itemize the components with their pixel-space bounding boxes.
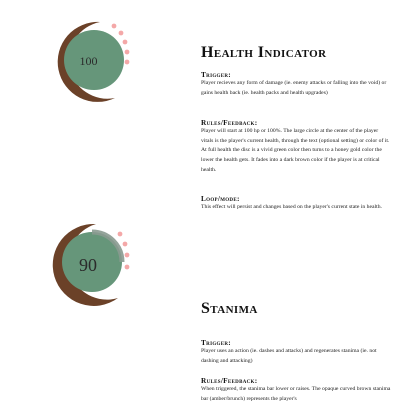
health-value: 90 (79, 254, 97, 275)
stamina-trigger (201, 338, 391, 366)
stamina-section (201, 300, 391, 318)
health-value: 100 (79, 53, 98, 68)
health-trigger (201, 70, 391, 98)
health-loop (201, 194, 391, 213)
health-rules-heading: Rules/Feedback: (201, 118, 258, 127)
health-indicator-full (50, 20, 135, 102)
stamina-trigger-text: Player uses an action (ie. dashes and attacks) and regenerates stanima (ie. not dashing and attacking) (201, 348, 377, 364)
health-rules (201, 118, 391, 176)
stamina-trigger-heading: Trigger: (201, 338, 231, 347)
health-indicator-damaged (48, 222, 134, 308)
health-rules-text: Player will start at 100 hp or 100%. The large circle at the center of the player vitals is the player's current health, through the text (optional setting) or color of it. At full health the disc is a vivid green color then turns to a honey gold color the lower the health gets. It fades into a dark brown color if the player is at critical health. (201, 128, 390, 173)
health-title: Health Indicator (201, 44, 327, 61)
stamina-rules-heading: Rules/Feedback: (201, 376, 258, 385)
health-trigger-text: Player recieves any form of damage (ie. enemy attacks or falling into the void) or gains health back (ie. health packs and health upgrades) (201, 80, 387, 96)
stamina-title: Stanima (201, 300, 258, 317)
health-loop-text: This effect will persist and changes based on the player's current state in health. (201, 204, 382, 210)
health-loop-heading: Loop/mode: (201, 194, 240, 203)
health-section (201, 44, 391, 62)
stamina-rules-text: When triggered, the stanima bar lower or raises. The opaque curved brown stanima bar (amber/brunch) represents the player's (201, 386, 391, 402)
health-trigger-heading: Trigger: (201, 70, 231, 79)
